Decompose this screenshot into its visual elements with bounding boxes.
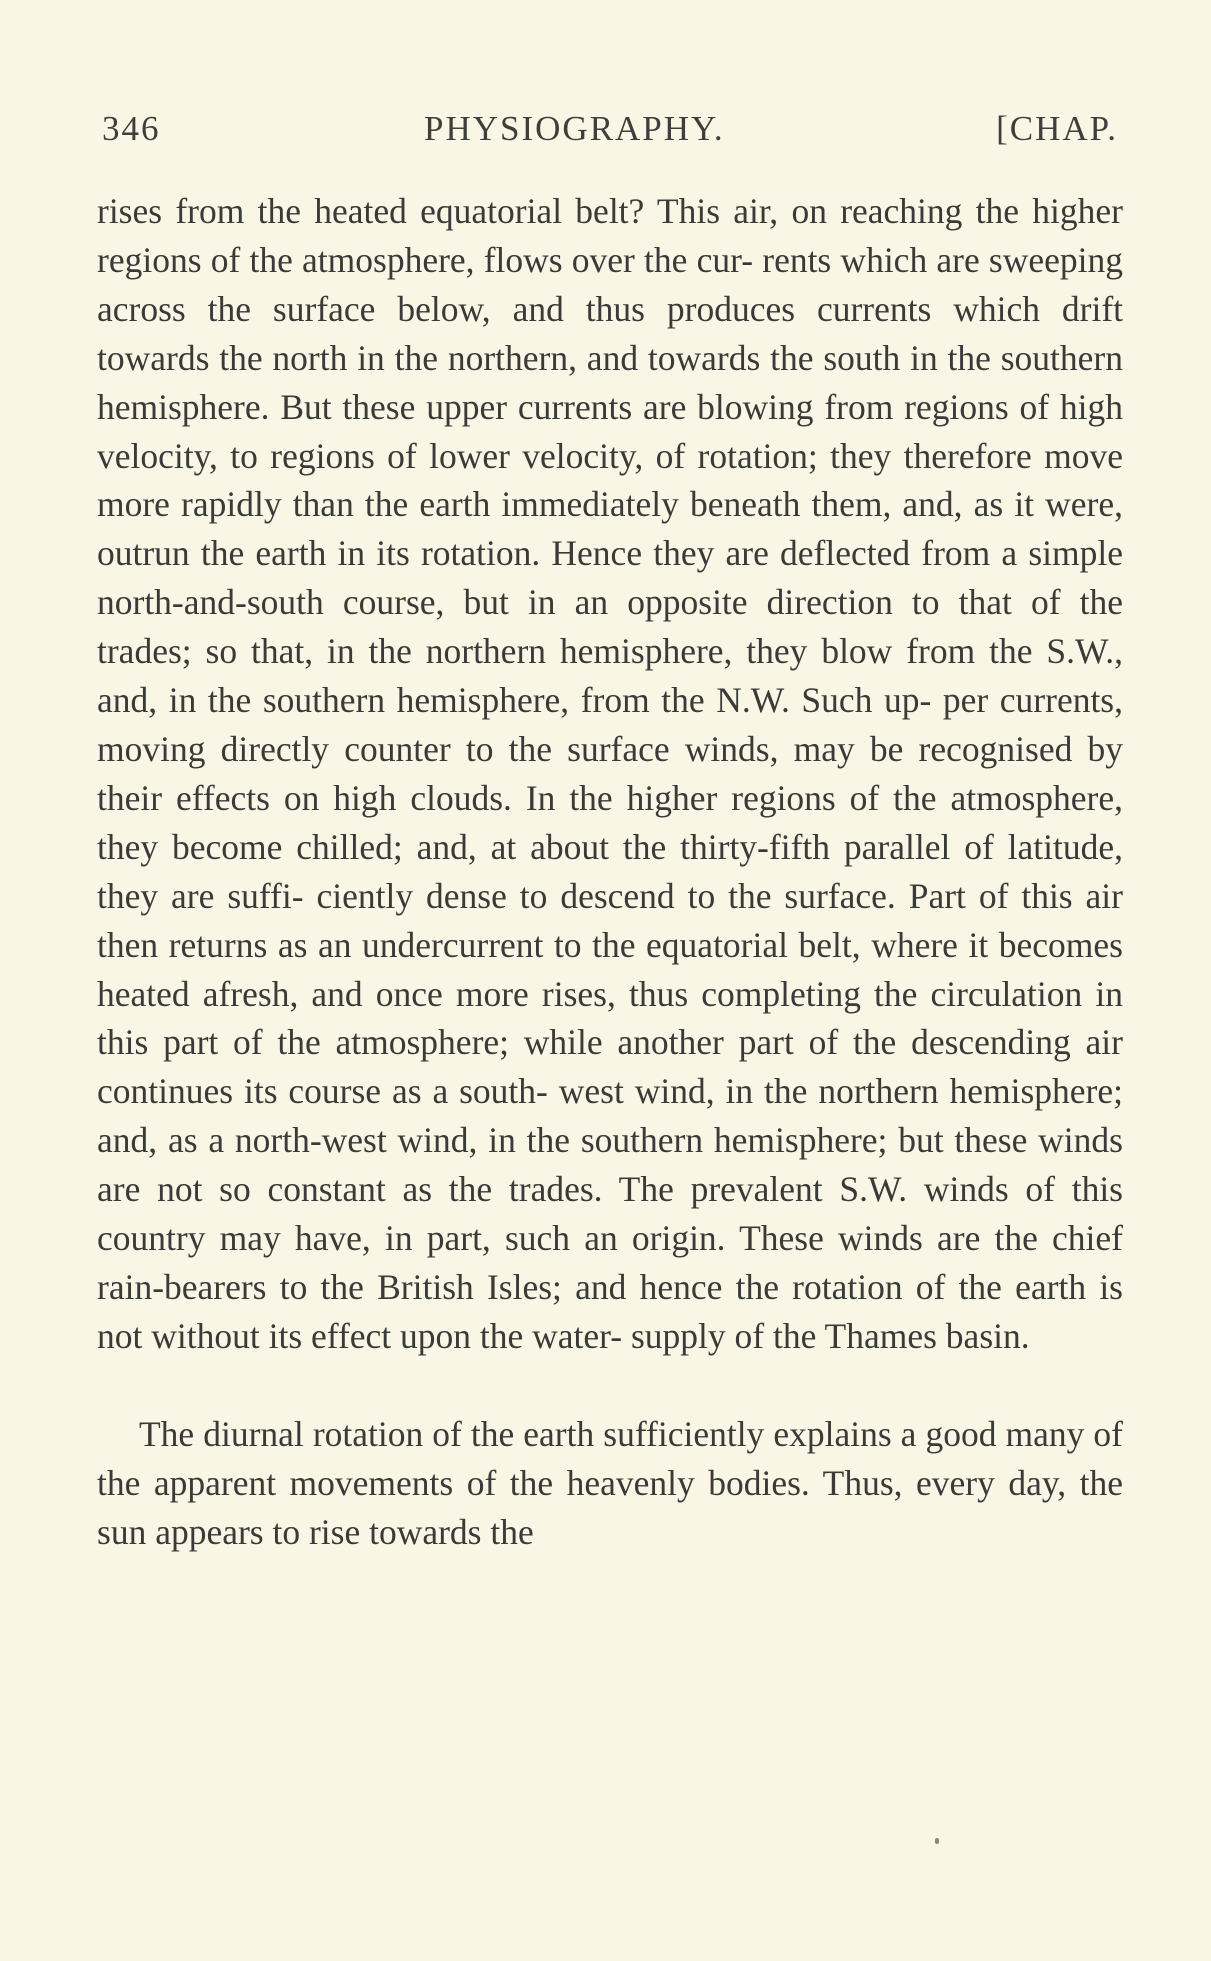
chapter-label: [CHAP. [996,109,1118,148]
paragraph-2: The diurnal rotation of the earth sufficiently explains a good many of the apparent movements of the heavenly bodies. Thus, every day, the sun appears to rise towards the [97,1413,1123,1552]
paragraph-1: rises from the heated equatorial belt? This air, on reaching the higher regions of the atmosphere, flows over the cur- rents which are sweeping across the surface below, and thus produces currents which drift towards the north in the northern, and towards the south in the southern hemisphere. But these upper currents are blowing from regions of high velocity, to regions of lower velocity, of rotation; they therefore move more rapidly than the earth immediately beneath them, and, as it were, outrun the earth in its rotation. Hence they are deflected from a simple north-and-south course, but in an opposite direction to that of the trades; so that, in the northern hemisphere, they blow from the S.W., and, in the southern hemisphere, from the N.W. Such up- per currents, moving directly counter to the surface winds, may be recognised by their effects on high clouds. In the higher regions of the atmosphere, they become chilled; and, at about the thirty-fifth parallel of latitude, they are suffi- ciently dense to descend to the surface. Part of this air then returns as an undercurrent to the equatorial belt, where it becomes heated afresh, and once more rises, thus completing the circulation in this part of the atmosphere; while another part of the descending air continues its course as a south- west wind, in the northern hemisphere; and, as a north-west wind, in the southern hemisphere; but these winds are not so constant as the trades. The prevalent S.W. winds of this country may have, in part, such an origin. These winds are the chief rain-bearers to the British Isles; and hence the rotation of the earth is not without its effect upon the water- supply of the Thames basin. [97,191,1123,1356]
body-text [97,187,1123,1556]
page-number: 346 [102,109,161,148]
running-title: PHYSIOGRAPHY. [424,109,725,148]
running-header [102,104,1118,154]
paper-speck [935,1838,939,1844]
